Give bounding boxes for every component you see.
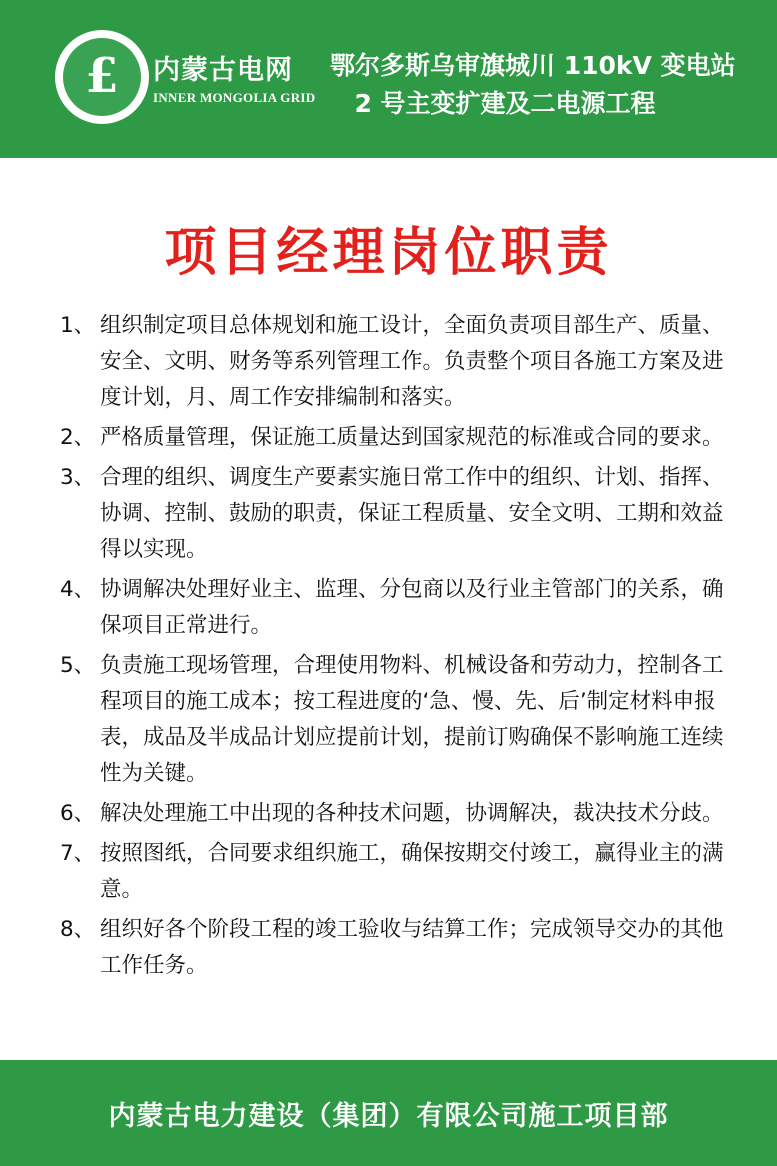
list-item xyxy=(60,912,740,984)
project-title-line2: 2 号主变扩建及二电源工程 xyxy=(354,89,656,118)
duties-list xyxy=(60,308,740,988)
brand-name-cn: 内蒙古电网 xyxy=(153,55,293,86)
duty-text: 按照图纸，合同要求组织施工，确保按期交付竣工，赢得业主的满意。 xyxy=(100,841,724,902)
duty-text: 组织制定项目总体规划和施工设计，全面负责项目部生产、质量、安全、文明、财务等系列管理工作。负责整个项目各施工方案及进度计划，月、周工作安排编制和落实。 xyxy=(100,313,724,410)
duty-number: 3、 xyxy=(60,465,96,490)
list-item xyxy=(60,648,740,792)
footer-company-name: 内蒙古电力建设（集团）有限公司施工项目部 xyxy=(108,1101,669,1132)
duty-text: 协调解决处理好业主、监理、分包商以及行业主管部门的关系，确保项目正常进行。 xyxy=(100,577,724,638)
duty-number: 5、 xyxy=(60,653,96,678)
project-title-line1: 鄂尔多斯乌审旗城川 110kV 变电站 xyxy=(330,51,736,80)
list-item xyxy=(60,308,740,416)
duty-number: 8、 xyxy=(60,917,96,942)
duty-number: 2、 xyxy=(60,425,96,450)
duty-text: 组织好各个阶段工程的竣工验收与结算工作；完成领导交办的其他工作任务。 xyxy=(100,917,724,978)
duty-text: 严格质量管理，保证施工质量达到国家规范的标准或合同的要求。 xyxy=(100,425,724,450)
header-banner xyxy=(0,0,777,158)
list-item xyxy=(60,460,740,568)
duty-number: 1、 xyxy=(60,313,96,338)
list-item xyxy=(60,420,740,456)
list-item xyxy=(60,796,740,832)
page-title: 项目经理岗位职责 xyxy=(164,223,613,283)
duty-number: 7、 xyxy=(60,841,96,866)
duty-text: 合理的组织、调度生产要素实施日常工作中的组织、计划、指挥、协调、控制、鼓励的职责，保证工程质量、安全文明、工期和效益得以实现。 xyxy=(100,465,724,562)
duty-number: 4、 xyxy=(60,577,96,602)
duty-text: 解决处理施工中出现的各种技术问题，协调解决，裁决技术分歧。 xyxy=(100,801,724,826)
duty-text: 负责施工现场管理，合理使用物料、机械设备和劳动力，控制各工程项目的施工成本；按工程进度的‘急、慢、先、后’制定材料申报表，成品及半成品计划应提前计划，提前订购确保不影响施工连续性为关键。 xyxy=(100,653,724,786)
list-item xyxy=(60,572,740,644)
brand-name-en: INNER MONGOLIA GRID xyxy=(153,90,316,105)
grid-logo-icon: £ xyxy=(55,30,149,124)
footer-banner xyxy=(0,1060,777,1166)
duty-number: 6、 xyxy=(60,801,96,826)
list-item xyxy=(60,836,740,908)
